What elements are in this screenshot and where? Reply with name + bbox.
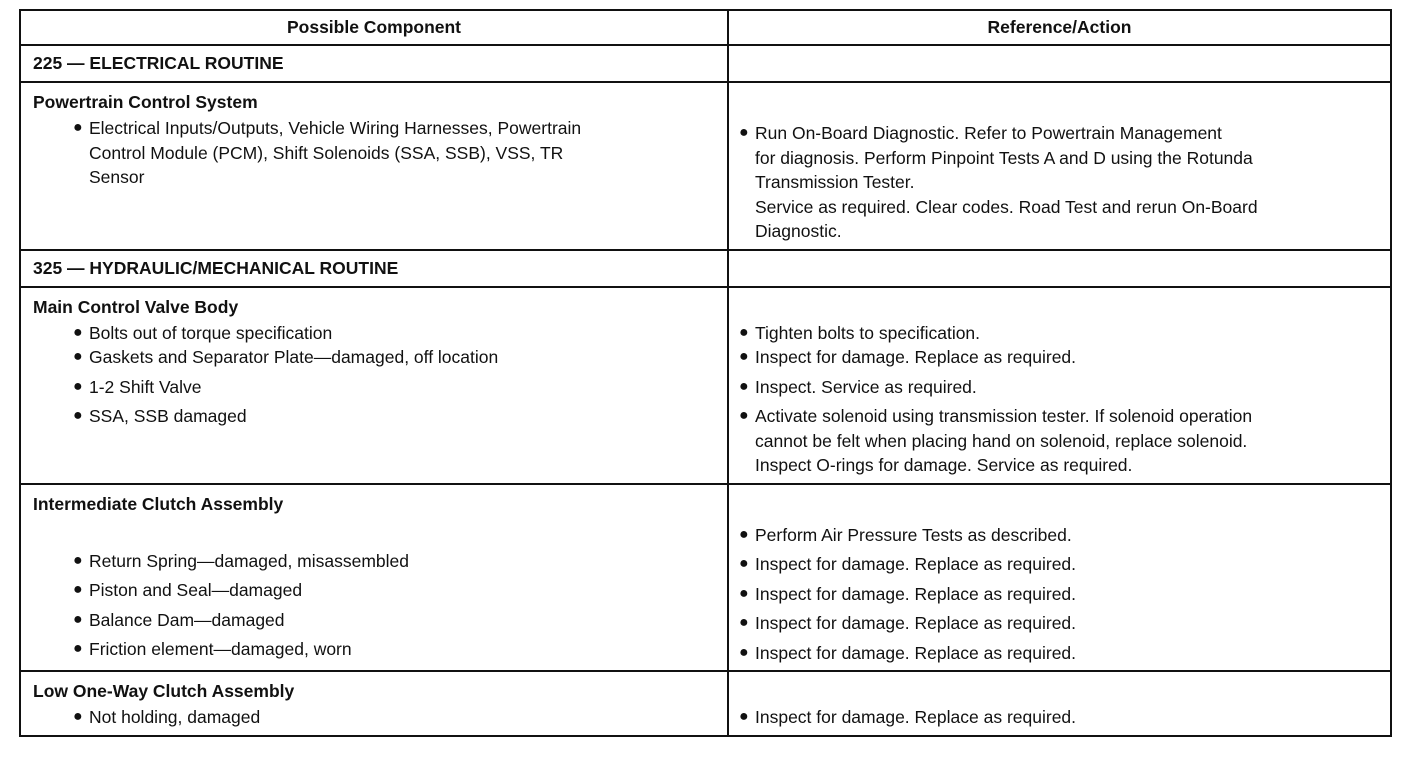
action-text: Run On-Board Diagnostic. Refer to Powertrain Management for diagnosis. Perform Pinpoint Tests A and D using the Rotunda Transmission Tester. Service as required. Clear codes. Road Test and rerun On-Board Diagnostic. — [755, 123, 1258, 241]
list-item — [739, 404, 1382, 478]
list-item — [33, 578, 719, 603]
routine-row-electrical — [20, 45, 1391, 82]
action-text: Inspect for damage. Replace as required. — [755, 554, 1077, 574]
header-row — [20, 10, 1391, 45]
table-row-valve-body — [20, 287, 1391, 484]
component-cell — [20, 671, 728, 736]
diagnosis-table — [19, 9, 1392, 737]
component-cell — [20, 287, 728, 484]
component-text: Not holding, damaged — [89, 707, 261, 727]
component-heading: Powertrain Control System — [33, 92, 258, 112]
list-item — [33, 637, 719, 662]
action-text: Inspect for damage. Replace as required. — [755, 642, 1077, 663]
list-item — [739, 582, 1382, 607]
list-item — [739, 375, 1382, 400]
routine-empty-cell — [728, 45, 1391, 82]
bullet-icon: ● — [73, 323, 83, 341]
spacer — [739, 90, 1382, 121]
action-cell — [728, 82, 1391, 250]
component-heading: Main Control Valve Body — [33, 296, 239, 317]
header-action: Reference/Action — [728, 10, 1391, 45]
list-item — [739, 705, 1382, 730]
component-text: Balance Dam—damaged — [89, 609, 285, 630]
bullet-icon: ● — [739, 525, 749, 543]
component-cell — [20, 484, 728, 672]
bullet-icon: ● — [73, 119, 83, 136]
list-item — [739, 345, 1382, 370]
bullet-icon: ● — [739, 614, 749, 631]
action-text: Activate solenoid using transmission tester. If solenoid operation cannot be felt when placing hand on solenoid, replace solenoid. Inspect O-rings for damage. Service as required. — [755, 406, 1253, 475]
action-text: Inspect for damage. Replace as required. — [755, 583, 1077, 604]
routine-title-hydraulic: 325 — HYDRAULIC/MECHANICAL ROUTINE — [20, 250, 728, 287]
list-item — [739, 641, 1382, 666]
spacer — [739, 679, 1382, 705]
bullet-icon: ● — [739, 584, 749, 602]
bullet-icon: ● — [73, 407, 83, 424]
routine-row-hydraulic — [20, 250, 1391, 287]
list-item — [33, 404, 719, 429]
bullet-icon: ● — [73, 610, 83, 628]
component-text: Electrical Inputs/Outputs, Vehicle Wiring Harnesses, Powertrain Control Module (PCM), Shift Solenoids (SSA, SSB), VSS, TR Sensor — [89, 118, 582, 187]
routine-empty-cell — [728, 250, 1391, 287]
list-item — [739, 611, 1382, 636]
list-item — [33, 375, 719, 400]
bullet-icon: ● — [739, 377, 749, 395]
bullet-icon: ● — [739, 124, 749, 141]
header-component: Possible Component — [20, 10, 728, 45]
action-text: Perform Air Pressure Tests as described. — [755, 524, 1072, 545]
bullet-icon: ● — [73, 348, 83, 365]
routine-title-electrical: 225 — ELECTRICAL ROUTINE — [20, 45, 728, 82]
action-text: Inspect for damage. Replace as required. — [755, 613, 1077, 633]
action-cell — [728, 287, 1391, 484]
spacer — [33, 518, 719, 549]
list-item — [739, 321, 1382, 346]
action-cell — [728, 671, 1391, 736]
list-item — [739, 121, 1382, 244]
component-heading: Low One-Way Clutch Assembly — [33, 681, 295, 701]
component-cell — [20, 82, 728, 250]
bullet-icon: ● — [739, 643, 749, 661]
action-cell — [728, 484, 1391, 672]
list-item — [33, 549, 719, 574]
bullet-icon: ● — [739, 407, 749, 424]
bullet-icon: ● — [73, 708, 83, 725]
action-text: Tighten bolts to specification. — [755, 322, 981, 343]
component-heading: Intermediate Clutch Assembly — [33, 493, 284, 514]
bullet-icon: ● — [739, 323, 749, 341]
table-row-powertrain — [20, 82, 1391, 250]
component-text: Bolts out of torque specification — [89, 322, 333, 343]
bullet-icon: ● — [73, 581, 83, 598]
list-item — [739, 552, 1382, 577]
table-row-low-oneway-clutch — [20, 671, 1391, 736]
bullet-icon: ● — [73, 640, 83, 657]
component-text: 1-2 Shift Valve — [89, 376, 202, 397]
bullet-icon: ● — [73, 551, 83, 569]
bullet-icon: ● — [739, 348, 749, 365]
component-text: Piston and Seal—damaged — [89, 580, 303, 600]
list-item — [33, 321, 719, 346]
action-text: Inspect for damage. Replace as required. — [755, 347, 1077, 367]
component-text: Friction element—damaged, worn — [89, 639, 352, 659]
component-text: Return Spring—damaged, misassembled — [89, 550, 410, 571]
spacer — [739, 492, 1382, 523]
bullet-icon: ● — [73, 377, 83, 395]
table-row-intermediate-clutch — [20, 484, 1391, 672]
component-text: Gaskets and Separator Plate—damaged, off location — [89, 347, 499, 367]
list-item — [33, 608, 719, 633]
action-text: Inspect. Service as required. — [755, 376, 977, 397]
list-item — [739, 523, 1382, 548]
list-item — [33, 116, 719, 190]
bullet-icon: ● — [739, 555, 749, 572]
list-item — [33, 705, 719, 730]
action-text: Inspect for damage. Replace as required. — [755, 707, 1077, 727]
bullet-icon: ● — [739, 708, 749, 725]
component-text: SSA, SSB damaged — [89, 406, 247, 426]
list-item — [33, 345, 719, 370]
spacer — [739, 295, 1382, 321]
